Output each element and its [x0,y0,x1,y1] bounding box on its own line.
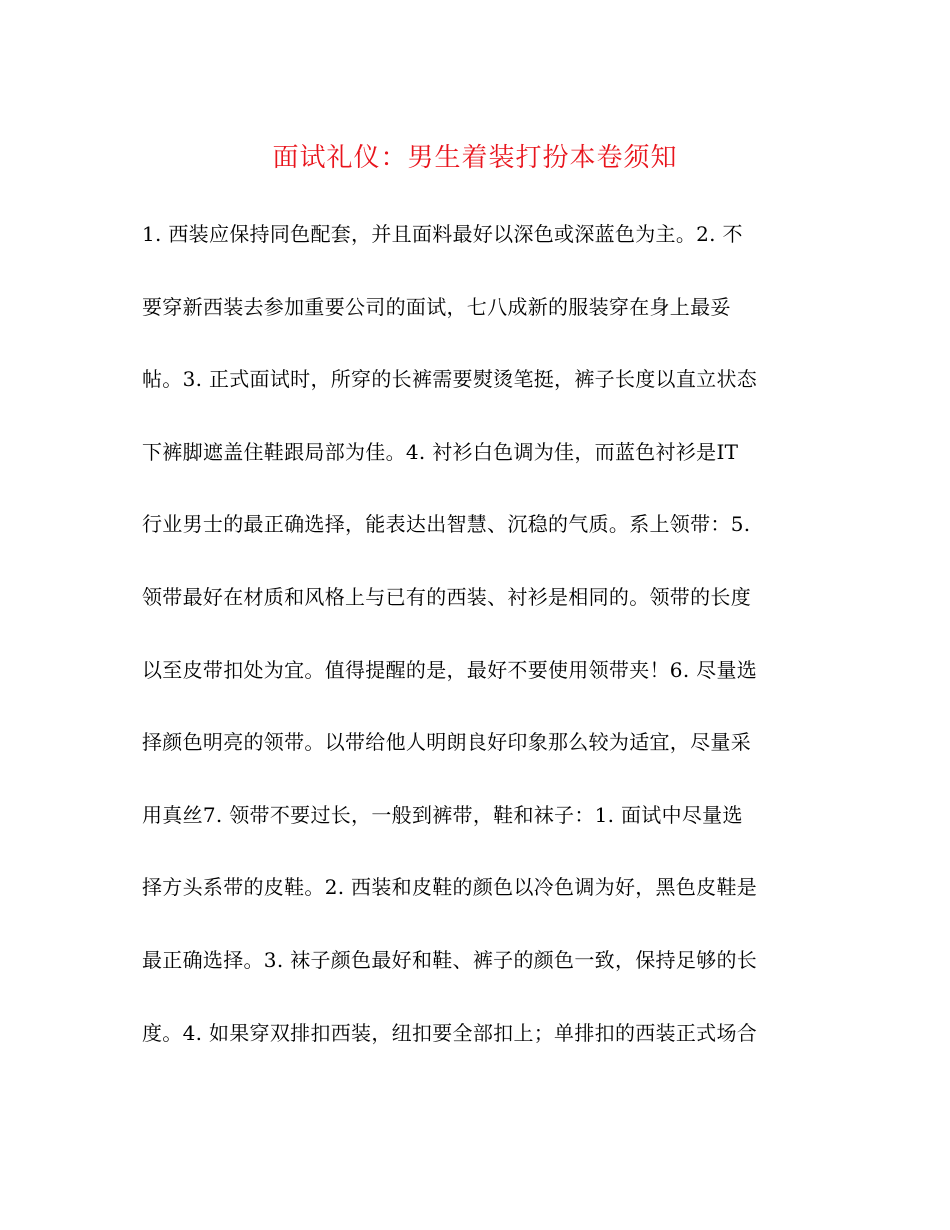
body-line: 帖。3. 正式面试时，所穿的长裤需要熨烫笔挺，裤子长度以直立状态 [142,367,758,392]
body-line: 择颜色明亮的领带。以带给他人明朗良好印象那么较为适宜，尽量采 [142,730,751,755]
body-line: 1. 西装应保持同色配套，并且面料最好以深色或深蓝色为主。2. 不 [142,222,743,246]
document-title: 面试礼仪：男生着装打扮本卷须知 [272,143,678,173]
body-line: 用真丝7. 领带不要过长，一般到裤带，鞋和袜子：1. 面试中尽量选 [142,802,743,827]
body-line: 行业男士的最正确选择，能表达出智慧、沉稳的气质。系上领带：5. [142,512,751,537]
body-line: 要穿新西装去参加重要公司的面试，七八成新的服装穿在身上最妥 [142,294,731,319]
body-line: 择方头系带的皮鞋。2. 西装和皮鞋的颜色以冷色调为好，黑色皮鞋是 [142,875,758,900]
body-line: 以至皮带扣处为宜。值得提醒的是，最好不要使用领带夹！6. 尽量选 [142,657,758,682]
body-line: 领带最好在材质和风格上与已有的西装、衬衫是相同的。领带的长度 [142,584,751,609]
body-line: 度。4. 如果穿双排扣西装，纽扣要全部扣上；单排扣的西装正式场合 [142,1020,758,1045]
document-body [142,220,812,1091]
body-line: 下裤脚遮盖住鞋跟局部为佳。4. 衬衫白色调为佳，而蓝色衬衫是IT [142,439,739,464]
body-line: 最正确选择。3. 袜子颜色最好和鞋、裤子的颜色一致，保持足够的长 [142,947,758,972]
